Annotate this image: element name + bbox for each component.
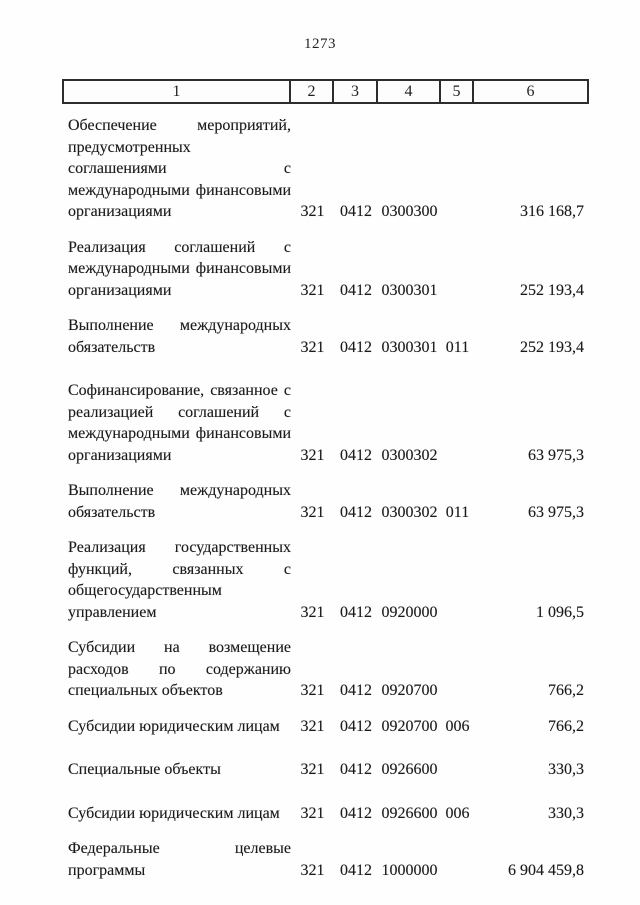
row-title-cell: Софинансирование, связанное с реализацией соглашений с международными финансовыми организациями [68,382,291,464]
table-row [62,115,589,223]
row-cell-col2: 321 [300,804,325,822]
row-cell-col4: 0300302 [381,446,438,464]
table-header-cell-2: 2 [291,81,334,102]
row-title-cell: Реализация государственных функций, связанных с общегосударственным управлением [68,539,291,621]
table-header-cell-5: 5 [441,81,474,102]
table-header-cell-6: 6 [526,82,535,100]
row-cell-col3: 0412 [340,338,372,356]
row-title-cell: Субсидии на возмещение расходов по содержанию специальных объектов [68,639,291,699]
row-cell-col5: 006 [445,717,470,735]
row-cell-col2: 321 [300,717,325,735]
row-cell-col4: 0300302 [381,503,438,521]
row-cell-col4: 0926600 [381,761,438,778]
row-cell-col4: 0300301 [381,281,438,299]
table-row [62,838,589,881]
row-cell-amount: 330,3 [548,761,584,778]
table-header-cell-4: 4 [378,81,441,102]
row-cell-col2: 321 [300,761,325,778]
row-cell-col2: 321 [300,682,325,699]
row-title-cell: Реализация соглашений с международными финансовыми организациями [68,238,291,299]
row-cell-col3: 0412 [340,281,372,299]
row-cell-amount: 6 904 459,8 [508,861,584,879]
row-cell-col2: 321 [300,861,325,879]
row-cell-col2: 321 [300,281,325,299]
table-row [62,803,589,825]
row-cell-col4: 0920700 [381,682,438,699]
row-cell-amount: 63 975,3 [528,446,584,464]
row-cell-col3: 0412 [340,861,372,879]
row-cell-col3: 0412 [340,761,372,778]
row-cell-col3: 0412 [340,446,372,464]
page-number: 1273 [304,36,336,52]
row-cell-amount: 1 096,5 [536,603,584,621]
table-header-cell-3: 3 [334,81,378,102]
row-cell-col4: 0926600 [381,804,438,822]
row-cell-col2: 321 [300,446,325,464]
row-cell-col2: 321 [300,603,325,621]
row-cell-col4: 0300300 [381,203,438,220]
row-title-cell: Субсидии юридическим лицам [68,804,280,822]
row-title-cell: Выполнение международных обязательств [68,482,291,521]
row-cell-col3: 0412 [340,804,372,822]
table-header-row [62,79,589,104]
row-cell-amount: 766,2 [548,717,584,735]
row-cell-col5: 011 [445,338,470,356]
row-cell-col3: 0412 [340,682,372,699]
row-cell-amount: 316 168,7 [520,203,584,220]
table-row [62,537,589,623]
row-title-cell: Обеспечение мероприятий, предусмотренных соглашениями с международными финансовыми организациями [68,117,291,220]
table-row [62,716,589,738]
row-cell-col4: 0920700 [381,717,438,735]
row-cell-col4: 0300301 [381,338,438,356]
row-title-cell: Субсидии юридическим лицам [68,717,280,735]
row-cell-amount: 252 193,4 [520,338,584,356]
row-cell-amount: 252 193,4 [520,281,584,299]
row-cell-col3: 0412 [340,503,372,521]
row-title-cell: Федеральные целевые программы [68,840,291,879]
table-row [62,315,589,358]
row-cell-col3: 0412 [340,203,372,220]
table-row [62,480,589,523]
row-cell-col3: 0412 [340,603,372,621]
table-row [62,380,589,466]
row-title-cell: Выполнение международных обязательств [68,317,291,356]
row-cell-amount: 330,3 [548,804,584,822]
row-cell-col2: 321 [300,203,325,220]
row-cell-amount: 766,2 [548,682,584,699]
table-header-cell-1: 1 [64,81,291,102]
row-cell-col4: 0920000 [381,603,438,621]
row-cell-amount: 63 975,3 [528,503,584,521]
table-row [62,237,589,302]
row-cell-col5: 011 [445,503,470,521]
row-cell-col2: 321 [300,338,325,356]
row-cell-col5: 006 [445,804,470,822]
budget-table-rows [62,115,589,895]
row-cell-col4: 1000000 [381,861,438,879]
row-cell-col2: 321 [300,503,325,521]
row-cell-col3: 0412 [340,717,372,735]
row-title-cell: Специальные объекты [68,761,221,778]
table-row [62,759,589,781]
table-row [62,637,589,702]
